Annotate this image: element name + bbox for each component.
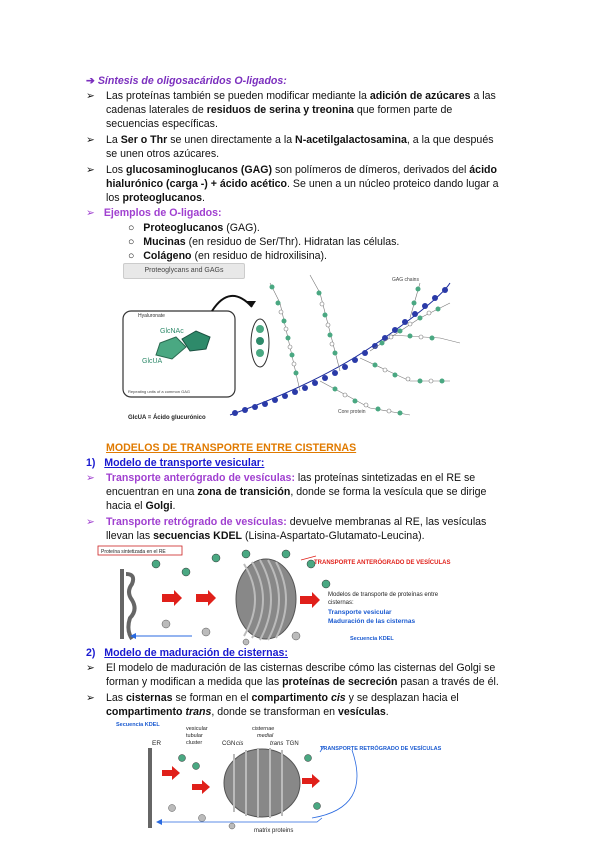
svg-text:GlcNAc: GlcNAc — [160, 328, 184, 335]
svg-text:Core protein: Core protein — [338, 409, 366, 415]
svg-text:TGN: TGN — [286, 741, 299, 747]
arrow-right-icon: ➔ — [86, 75, 95, 87]
svg-text:GlcUA: GlcUA — [142, 358, 163, 365]
example-proteoglucanos: ○ Proteoglucanos (GAG). — [128, 222, 260, 234]
svg-text:vesicular: vesicular — [186, 726, 208, 732]
svg-text:cisternae: cisternae — [252, 726, 275, 732]
svg-text:TRANSPORTE ANTERÓGRADO DE VESÍ: TRANSPORTE ANTERÓGRADO DE VESÍCULAS — [314, 560, 451, 566]
svg-text:tubular: tubular — [186, 733, 203, 739]
svg-text:Maduración de las cisternas: Maduración de las cisternas — [328, 618, 416, 625]
triangle-bullet-icon: ➢ — [86, 90, 95, 102]
example-mucinas: ○ Mucinas (en residuo de Ser/Thr). Hidratan las células. — [128, 236, 400, 248]
triangle-bullet-icon: ➢ — [86, 134, 95, 146]
svg-text:trans: trans — [270, 741, 284, 747]
svg-text:ER: ER — [152, 740, 162, 747]
vesicular-transport-figure — [96, 544, 526, 646]
proteoglycan-diagram — [120, 263, 460, 423]
svg-text:TRANSPORTE RETRÓGRADO DE VESÍC: TRANSPORTE RETRÓGRADO DE VESÍCULAS — [320, 746, 442, 752]
triangle-bullet-icon: ➢ — [86, 692, 95, 704]
svg-text:medial: medial — [257, 733, 274, 739]
example-colageno: ○ Colágeno (en residuo de hidroxilisina). — [128, 250, 327, 262]
svg-text:CGN: CGN — [222, 741, 236, 747]
figure-tab: Proteoglycans and GAGs — [123, 263, 245, 279]
svg-text:GlcUA = Ácido glucurónico: GlcUA = Ácido glucurónico — [128, 415, 206, 421]
svg-text:Modelos de transporte de prote: Modelos de transporte de proteínas entre — [328, 592, 439, 598]
svg-text:cisternas:: cisternas: — [328, 600, 354, 606]
section-title-modelos: MODELOS DE TRANSPORTE ENTRE CISTERNAS — [106, 442, 357, 454]
svg-text:Secuencia KDEL: Secuencia KDEL — [116, 722, 160, 728]
triangle-bullet-icon: ➢ — [86, 472, 95, 484]
svg-text:Transporte vesicular: Transporte vesicular — [328, 609, 392, 616]
svg-text:Hyaluronate: Hyaluronate — [138, 313, 165, 319]
svg-text:Repeating units of a common GA: Repeating units of a common GAG — [128, 389, 191, 394]
triangle-bullet-icon: ➢ — [86, 164, 95, 176]
triangle-bullet-icon: ➢ — [86, 662, 95, 674]
svg-text:cluster: cluster — [186, 740, 203, 746]
circle-bullet-icon: ○ — [128, 222, 135, 234]
cisternal-maturation-figure — [112, 718, 492, 838]
examples-heading: ➢ Ejemplos de O-ligados: — [86, 207, 222, 219]
triangle-bullet-icon: ➢ — [86, 516, 95, 528]
svg-text:GAG chains: GAG chains — [392, 277, 419, 283]
model1-heading: 1) Modelo de transporte vesicular: — [86, 457, 265, 469]
svg-text:matrix proteins: matrix proteins — [254, 828, 294, 834]
circle-bullet-icon: ○ — [128, 250, 135, 262]
svg-text:Secuencia KDEL: Secuencia KDEL — [350, 636, 394, 642]
svg-text:cis: cis — [236, 741, 244, 747]
section-heading-oligosacaridos: ➔ Síntesis de oligosacáridos O-ligados: — [86, 75, 287, 87]
svg-text:Proteína sintetizada en el RE: Proteína sintetizada en el RE — [101, 549, 166, 555]
triangle-bullet-icon: ➢ — [86, 207, 95, 219]
model2-heading: 2) Modelo de maduración de cisternas: — [86, 647, 288, 659]
proteoglycan-figure — [120, 263, 460, 423]
circle-bullet-icon: ○ — [128, 236, 135, 248]
